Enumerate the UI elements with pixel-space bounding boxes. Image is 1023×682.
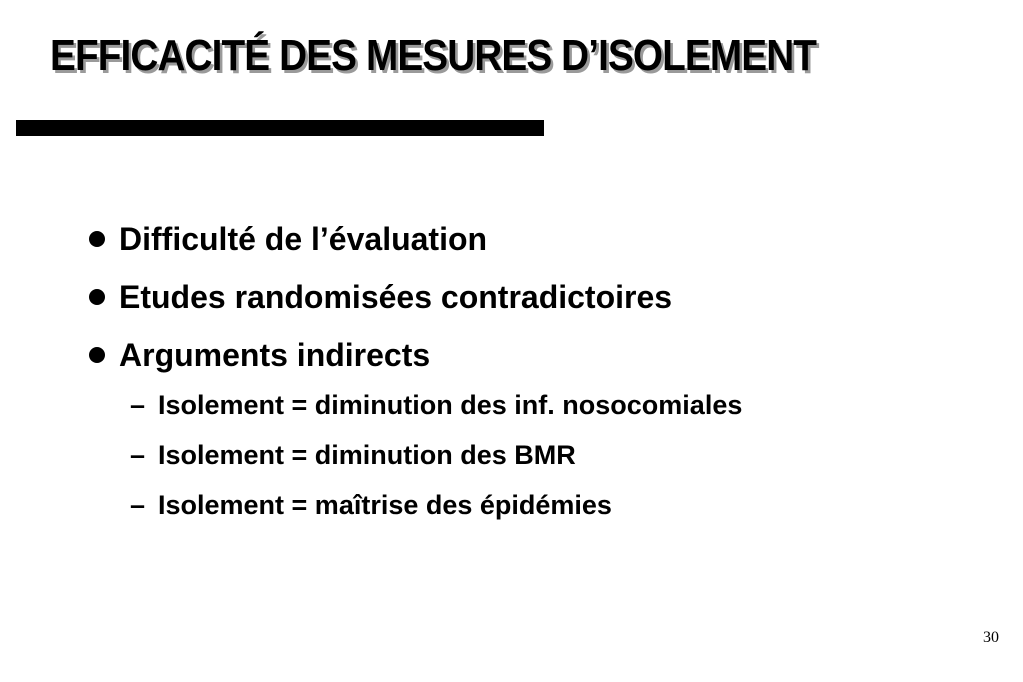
- sub-bullet-text: Isolement = diminution des BMR: [158, 439, 576, 470]
- sub-bullet-text: Isolement = maîtrise des épidémies: [158, 489, 612, 520]
- bullet-text: Arguments indirects: [119, 336, 431, 373]
- sub-bullet-text: Isolement = diminution des inf. nosocomiales: [158, 389, 743, 420]
- bullet-dot-icon: [89, 231, 105, 247]
- sub-bullet-item: [130, 480, 742, 530]
- bullet-item: [85, 210, 672, 268]
- sub-bullet-item: [130, 380, 742, 430]
- slide-title: EFFICACITÉ DES MESURES D’ISOLEMENT: [50, 31, 817, 80]
- bullet-text: Etudes randomisées contradictoires: [119, 278, 673, 315]
- sub-bullet-list: [130, 380, 742, 530]
- sub-bullet-item: [130, 430, 742, 480]
- bullet-text: Difficulté de l’évaluation: [119, 220, 488, 257]
- dash-marker: –: [130, 439, 146, 470]
- bullet-item: [85, 268, 672, 326]
- title-underline-bar: [16, 120, 544, 136]
- dash-marker: –: [130, 389, 146, 420]
- dash-marker: –: [130, 489, 146, 520]
- bullet-dot-icon: [89, 289, 105, 305]
- bullet-list: [85, 210, 672, 384]
- page-number: 30: [983, 629, 999, 646]
- bullet-item: [85, 326, 672, 384]
- bullet-dot-icon: [89, 347, 105, 363]
